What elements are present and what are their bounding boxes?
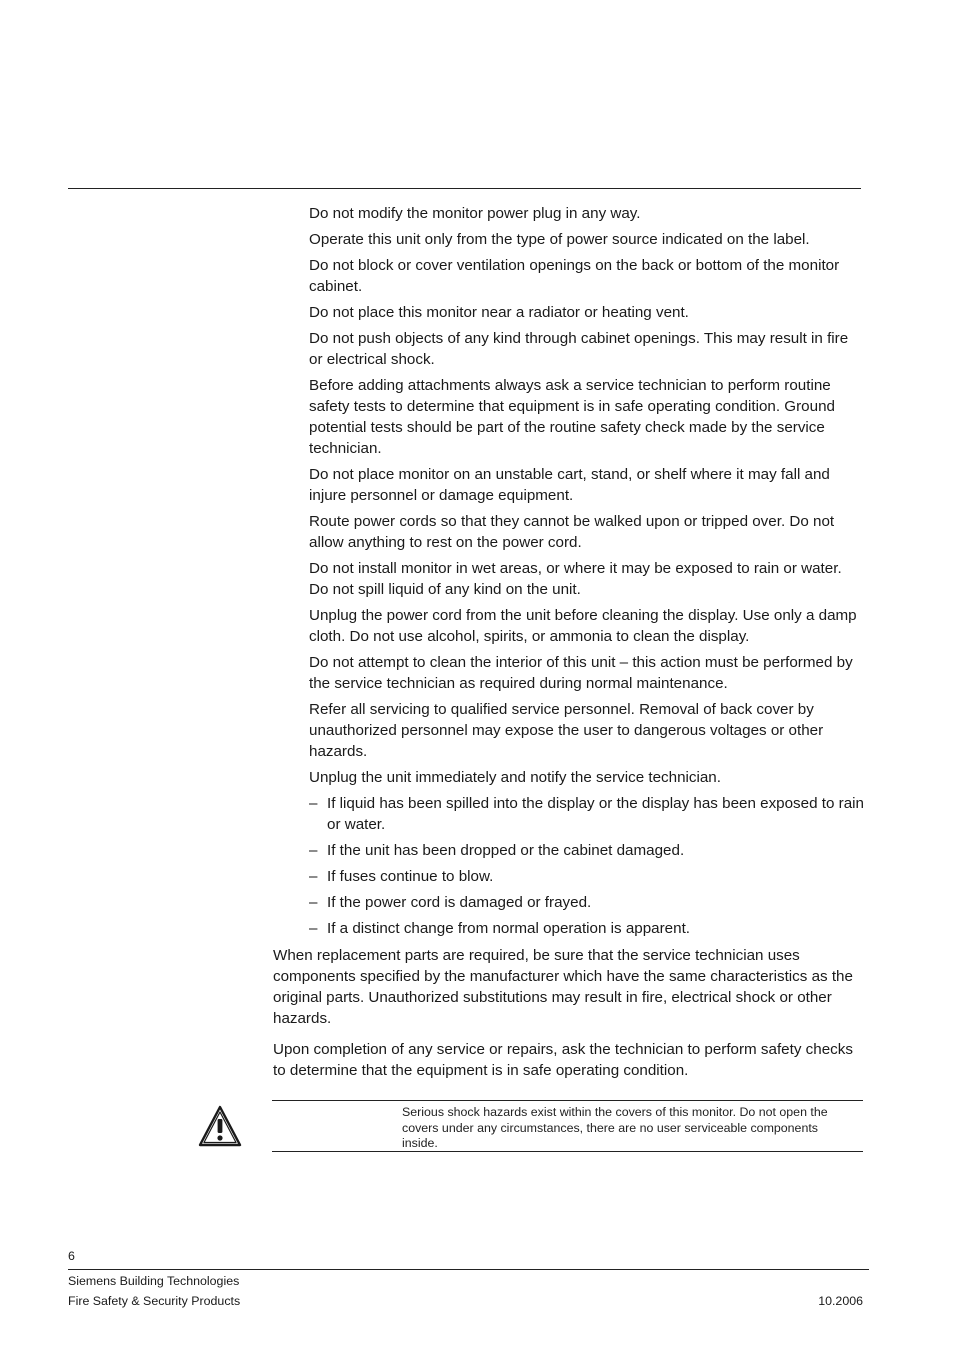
notify-condition-text: If liquid has been spilled into the display or the display has been exposed to rain or water. [327, 795, 864, 833]
warning-box [272, 1100, 863, 1152]
footer-rule [68, 1269, 869, 1270]
safety-instruction: Operate this unit only from the type of power source indicated on the label. [309, 231, 810, 248]
safety-instruction: Do not place monitor on an unstable cart, stand, or shelf where it may fall and injure personnel or damage equipment. [309, 466, 830, 504]
body-paragraph: Upon completion of any service or repairs, ask the technician to perform safety checks to determine that the equipment is in safe operating condition. [273, 1041, 853, 1079]
warning-text: Serious shock hazards exist within the covers of this monitor. Do not open the covers under any circumstances, there are no user serviceable components inside. [402, 1105, 828, 1150]
footer-date: 10.2006 [818, 1294, 863, 1308]
notify-condition-text: If the power cord is damaged or frayed. [327, 894, 592, 911]
dash-marker: – [309, 795, 318, 812]
safety-instruction: Unplug the power cord from the unit before cleaning the display. Use only a damp cloth. Do not use alcohol, spirits, or ammonia to clean the display. [309, 607, 857, 645]
notify-condition-text: If a distinct change from normal operation is apparent. [327, 920, 691, 937]
safety-instructions-list [309, 203, 865, 944]
safety-instruction: Do not push objects of any kind through cabinet openings. This may result in fire or electrical shock. [309, 330, 849, 368]
safety-instruction: Do not attempt to clean the interior of this unit – this action must be performed by the service technician as required during normal maintenance. [309, 654, 853, 692]
safety-instruction: Do not install monitor in wet areas, or where it may be exposed to rain or water. Do not spill liquid of any kind on the unit. [309, 560, 842, 598]
dash-marker: – [309, 842, 318, 859]
notify-conditions-list [309, 793, 865, 939]
dash-marker: – [309, 868, 318, 885]
notify-condition [309, 866, 865, 887]
notify-condition [309, 840, 865, 861]
notify-condition [309, 892, 865, 913]
safety-instruction: Unplug the unit immediately and notify the service technician. [309, 769, 721, 786]
body-paragraph: When replacement parts are required, be sure that the service technician uses components specified by the manufacturer which have the same characteristics as the original parts. Unauthorized substitutions may result in fire, electrical shock or other hazards. [273, 947, 853, 1027]
replacement-parts-paragraph [273, 945, 865, 1029]
safety-instruction: Do not modify the monitor power plug in any way. [309, 205, 641, 222]
safety-instruction: Before adding attachments always ask a service technician to perform routine safety tests to determine that equipment is in safe operating condition. Ground potential tests should be part of the routine safety check made by the service technician. [309, 377, 835, 457]
dash-marker: – [309, 920, 318, 937]
safety-check-paragraph [273, 1039, 865, 1081]
footer-division: Fire Safety & Security Products [68, 1294, 241, 1308]
page-number: 6 [68, 1249, 75, 1263]
header-rule [68, 188, 861, 189]
warning-triangle-icon [198, 1105, 242, 1147]
notify-condition-text: If fuses continue to blow. [327, 868, 494, 885]
notify-condition [309, 793, 865, 835]
notify-condition [309, 918, 865, 939]
dash-marker: – [309, 894, 318, 911]
footer-company: Siemens Building Technologies [68, 1274, 240, 1288]
safety-instruction: Do not place this monitor near a radiator or heating vent. [309, 304, 689, 321]
safety-instruction: Route power cords so that they cannot be walked upon or tripped over. Do not allow anything to rest on the power cord. [309, 513, 835, 551]
safety-instruction: Do not block or cover ventilation openings on the back or bottom of the monitor cabinet. [309, 257, 840, 295]
safety-instruction: Refer all servicing to qualified service personnel. Removal of back cover by unauthorized personnel may expose the user to dangerous voltages or other hazards. [309, 701, 824, 760]
notify-condition-text: If the unit has been dropped or the cabinet damaged. [327, 842, 685, 859]
